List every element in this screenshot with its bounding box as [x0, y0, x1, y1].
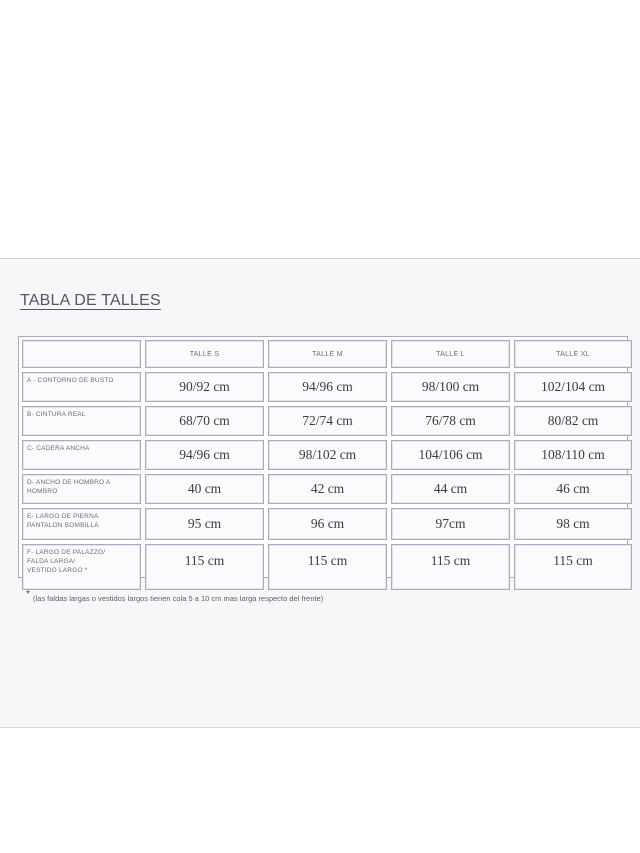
table-corner-cell — [22, 340, 141, 368]
table-cell: 40 cm — [145, 474, 264, 504]
table-cell: 94/96 cm — [145, 440, 264, 470]
row-label-bust: A - CONTORNO DE BUSTO — [22, 372, 141, 402]
table-cell: 95 cm — [145, 508, 264, 540]
table-cell: 115 cm — [268, 544, 387, 590]
table-cell: 115 cm — [391, 544, 510, 590]
table-cell: 98 cm — [514, 508, 632, 540]
table-cell: 102/104 cm — [514, 372, 632, 402]
table-cell: 42 cm — [268, 474, 387, 504]
table-cell: 97cm — [391, 508, 510, 540]
table-cell: 80/82 cm — [514, 406, 632, 436]
table-cell: 94/96 cm — [268, 372, 387, 402]
table-cell: 46 cm — [514, 474, 632, 504]
table-cell: 96 cm — [268, 508, 387, 540]
column-header-l: TALLE L — [391, 340, 510, 368]
table-cell: 98/100 cm — [391, 372, 510, 402]
row-label-waist: B- CINTURA REAL — [22, 406, 141, 436]
table-cell: 72/74 cm — [268, 406, 387, 436]
column-header-xl: TALLE XL — [514, 340, 632, 368]
page-title: TABLA DE TALLES — [20, 292, 161, 309]
column-header-s: TALLE S — [145, 340, 264, 368]
table-cell: 76/78 cm — [391, 406, 510, 436]
footnote — [26, 589, 324, 603]
row-label-long-length: F- LARGO DE PALAZZO/ FALDA LARGA/ VESTIDO LARGO * — [22, 544, 141, 590]
column-header-m: TALLE M — [268, 340, 387, 368]
table-cell: 104/106 cm — [391, 440, 510, 470]
size-table — [18, 336, 628, 578]
table-cell: 115 cm — [514, 544, 632, 590]
table-cell: 44 cm — [391, 474, 510, 504]
table-cell: 108/110 cm — [514, 440, 632, 470]
footnote-marker: * — [26, 589, 30, 600]
size-chart-panel — [0, 258, 640, 728]
table-cell: 98/102 cm — [268, 440, 387, 470]
footnote-text: (las faldas largas o vestidos largos tienen cola 5 a 10 cm mas larga respecto del frente) — [33, 594, 324, 603]
row-label-shoulder: D- ANCHO DE HOMBRO A HOMBRO — [22, 474, 141, 504]
row-label-leg-length: E- LARGO DE PIERNA PANTALON BOMBILLA — [22, 508, 141, 540]
table-cell: 68/70 cm — [145, 406, 264, 436]
table-cell: 90/92 cm — [145, 372, 264, 402]
table-cell: 115 cm — [145, 544, 264, 590]
row-label-hip: C- CADERA ANCHA — [22, 440, 141, 470]
